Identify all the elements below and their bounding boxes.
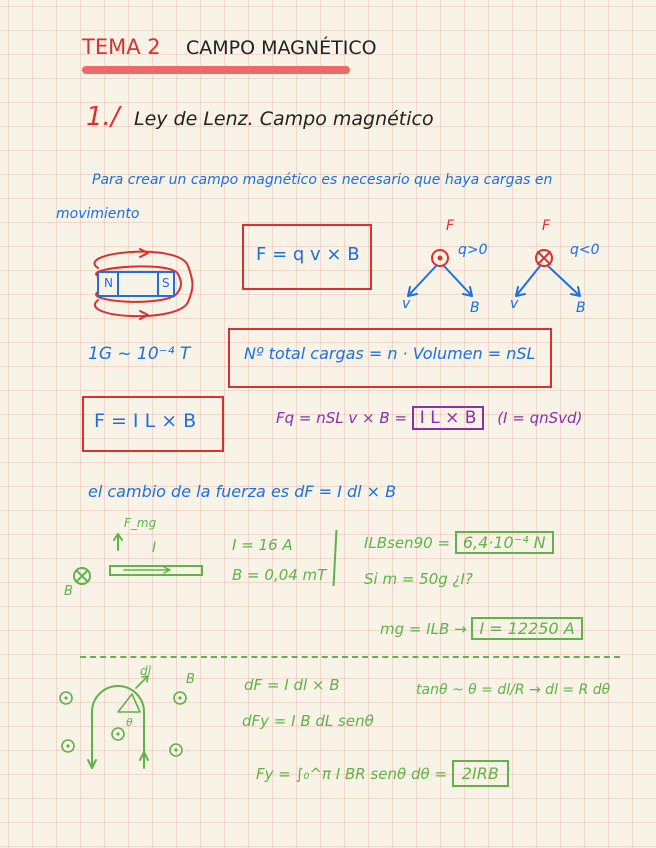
positive-charge-label: q>0 — [458, 242, 488, 258]
small-angle-approximation: tanθ ~ θ = dl/R → dl = R dθ — [416, 682, 611, 698]
loop-b-label: B — [186, 672, 195, 687]
section-heading: Ley de Lenz. Campo magnético — [134, 108, 434, 130]
field-arrow-bottom — [140, 311, 148, 319]
force-change-heading: el cambio de la fuerza es dF = I dl × B — [88, 482, 397, 501]
charge-force-sum — [276, 408, 582, 428]
given-field: B = 0,04 mT — [232, 566, 327, 584]
force-label-positive: F — [446, 218, 455, 234]
weight-balance-left: mg = ILB → — [380, 620, 467, 638]
positive-charge-diagram — [396, 236, 506, 320]
divider-line — [333, 530, 338, 586]
title-highlight — [82, 66, 350, 74]
force-label-negative: F — [542, 218, 551, 234]
b-label-negative: B — [576, 300, 586, 316]
intro-line-2: movimiento — [56, 206, 140, 222]
gauss-tesla-relation: 1G ~ 10⁻⁴ T — [88, 344, 191, 364]
theme-number: TEMA 2 — [82, 35, 161, 59]
given-current: I = 16 A — [232, 536, 293, 554]
magnetic-force-label: F_mg — [124, 516, 157, 530]
fy-result-box: 2IRB — [452, 760, 509, 787]
charge-force-left: Fq = nSL v × B = — [276, 409, 408, 427]
b-label-positive: B — [470, 300, 480, 316]
magnet-north-label: N — [104, 276, 113, 290]
mass-question: Si m = 50g ¿I? — [364, 570, 473, 588]
weight-balance — [380, 619, 583, 638]
section-number: 1./ — [86, 102, 120, 132]
field-label: B — [64, 584, 73, 599]
radius-triangle — [118, 694, 140, 712]
fy-integral — [256, 764, 509, 783]
b-arrow — [548, 266, 580, 296]
current-definition: (I = qnSvd) — [497, 409, 583, 427]
velocity-arrow — [516, 266, 540, 296]
velocity-label-negative: v — [510, 296, 519, 312]
loop-wire — [92, 686, 144, 768]
velocity-arrow — [408, 266, 436, 296]
charge-force-box: I L × B — [412, 406, 485, 430]
force-calculation — [364, 533, 554, 552]
current-arrow — [124, 567, 170, 573]
fy-integral-left: Fy = ∫₀^π I BR senθ dθ = — [256, 765, 448, 783]
current-result-box: I = 12250 A — [471, 617, 582, 640]
total-charges-formula: Nº total cargas = n · Volumen = nSL — [244, 344, 536, 363]
current-label: I — [152, 540, 157, 556]
wire-force-formula: F = I L × B — [94, 410, 197, 432]
magnet-south-label: S — [162, 276, 170, 290]
dl-label: dl — [140, 664, 151, 678]
theme-subject: CAMPO MAGNÉTICO — [186, 37, 377, 59]
df-formula: dF = I dl × B — [244, 676, 340, 694]
b-arrow — [444, 266, 472, 296]
negative-charge-label: q<0 — [570, 242, 600, 258]
bar-magnet-diagram — [70, 248, 200, 320]
theta-label: θ — [126, 716, 133, 729]
intro-line-1: Para crear un campo magnético es necesario que haya cargas en — [92, 172, 553, 188]
force-calculation-left: ILBsen90 = — [364, 534, 451, 552]
velocity-label-positive: v — [402, 296, 411, 312]
force-result-box: 6,4·10⁻⁴ N — [455, 531, 554, 554]
lorentz-formula: F = q v × B — [256, 244, 360, 265]
dfy-formula: dFy = I B dL senθ — [242, 712, 374, 730]
magnetic-force-arrow — [114, 534, 122, 550]
wire-balance-diagram — [60, 526, 220, 606]
dashed-separator — [80, 656, 620, 658]
field-arrow-top — [140, 249, 148, 257]
